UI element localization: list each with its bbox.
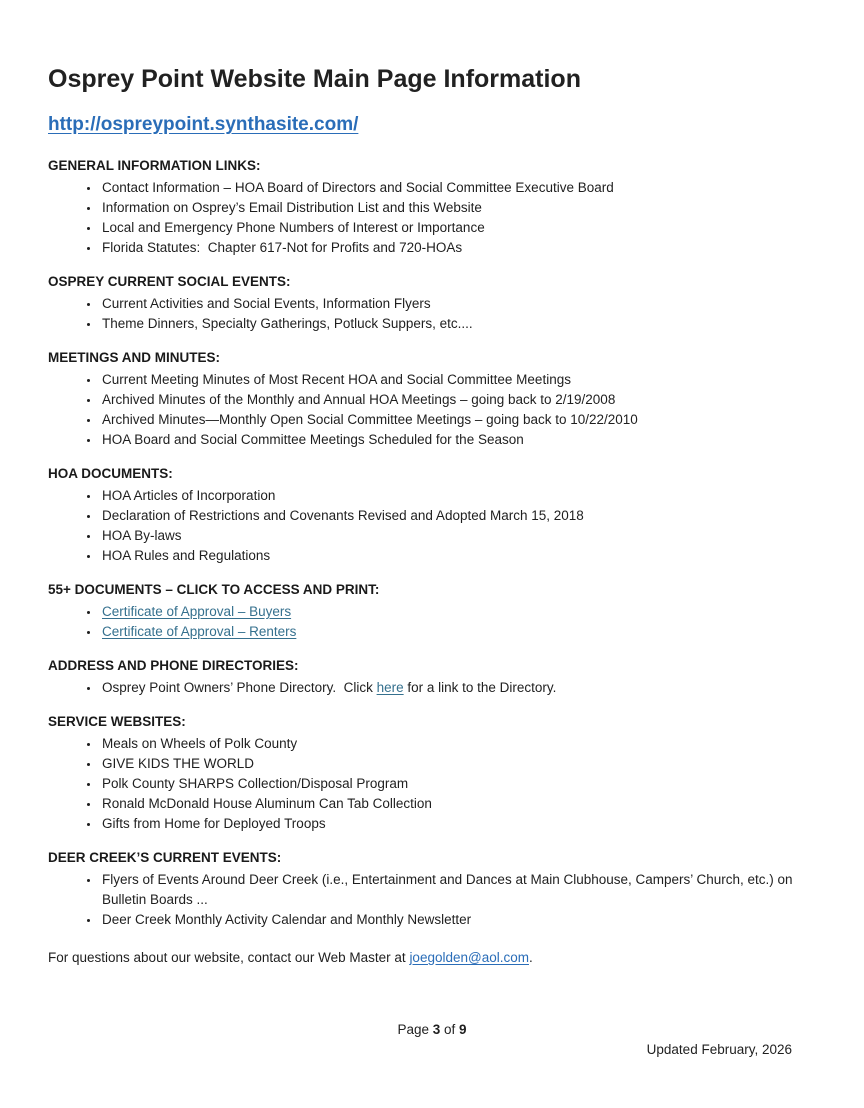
text-segment: HOA Articles of Incorporation xyxy=(102,488,276,503)
list-item xyxy=(100,486,818,506)
bullet-list-deer-creeks-current-events xyxy=(48,870,818,930)
bullet-list-55-plus-documents xyxy=(48,602,818,642)
text-segment: Current Activities and Social Events, Information Flyers xyxy=(102,296,431,311)
text-segment: HOA Board and Social Committee Meetings Scheduled for the Season xyxy=(102,432,524,447)
section-heading-deer-creeks-current-events: DEER CREEK’S CURRENT EVENTS: xyxy=(48,850,282,865)
inline-link[interactable]: Certificate of Approval – Buyers xyxy=(102,604,292,619)
text-segment: Archived Minutes of the Monthly and Annual HOA Meetings – going back to 2/19/2008 xyxy=(102,392,616,407)
page-number-prefix: Page xyxy=(397,1022,433,1037)
text-segment: Deer Creek Monthly Activity Calendar and Monthly Newsletter xyxy=(102,912,472,927)
list-item xyxy=(100,506,818,526)
list-item xyxy=(100,814,818,834)
list-item xyxy=(100,294,818,314)
contact-text-before: For questions about our website, contact our Web Master at xyxy=(48,950,410,965)
text-segment: Contact Information – HOA Board of Directors and Social Committee Executive Board xyxy=(102,180,614,195)
list-item xyxy=(100,238,818,258)
webmaster-email-link[interactable]: joegolden@aol.com xyxy=(409,950,529,965)
list-item xyxy=(100,622,818,642)
list-item xyxy=(100,794,818,814)
text-segment: Theme Dinners, Specialty Gatherings, Potluck Suppers, etc.... xyxy=(102,316,473,331)
text-segment: Osprey Point Owners’ Phone Directory. Click xyxy=(102,680,377,695)
list-item xyxy=(100,370,818,390)
list-item xyxy=(100,218,818,238)
list-item xyxy=(100,546,818,566)
inline-link[interactable]: here xyxy=(376,680,404,695)
page-title: Osprey Point Website Main Page Information xyxy=(48,65,581,93)
section-heading-address-and-phone-directories: ADDRESS AND PHONE DIRECTORIES: xyxy=(48,658,299,673)
list-item xyxy=(100,390,818,410)
bullet-list-address-and-phone-directories xyxy=(48,678,818,698)
list-item xyxy=(100,314,818,334)
contact-text-after: . xyxy=(528,950,533,965)
text-segment: Flyers of Events Around Deer Creek (i.e., Entertainment and Dances at Main Clubhouse, Campers’ Church, etc.) on Bulletin Boards ... xyxy=(102,872,797,907)
list-item xyxy=(100,870,818,910)
page-number-current: 3 xyxy=(432,1022,441,1037)
bullet-list-service-websites xyxy=(48,734,818,834)
section-heading-55-plus-documents: 55+ DOCUMENTS – CLICK TO ACCESS AND PRINT: xyxy=(48,582,380,597)
list-item xyxy=(100,526,818,546)
text-segment: HOA Rules and Regulations xyxy=(102,548,271,563)
list-item xyxy=(100,410,818,430)
list-item xyxy=(100,430,818,450)
text-segment: Florida Statutes: Chapter 617-Not for Profits and 720-HOAs xyxy=(102,240,463,255)
list-item xyxy=(100,734,818,754)
sections-container xyxy=(48,157,818,930)
page-number xyxy=(0,1022,864,1037)
list-item xyxy=(100,602,818,622)
list-item xyxy=(100,198,818,218)
inline-link[interactable]: Certificate of Approval – Renters xyxy=(102,624,297,639)
page-number-of: of xyxy=(440,1022,460,1037)
site-url-link[interactable]: http://ospreypoint.synthasite.com/ xyxy=(48,114,359,135)
list-item xyxy=(100,178,818,198)
section-heading-osprey-current-social-events: OSPREY CURRENT SOCIAL EVENTS: xyxy=(48,274,291,289)
section-heading-hoa-documents: HOA DOCUMENTS: xyxy=(48,466,173,481)
text-segment: Archived Minutes—Monthly Open Social Committee Meetings – going back to 10/22/2010 xyxy=(102,412,638,427)
text-segment: HOA By-laws xyxy=(102,528,182,543)
bullet-list-meetings-and-minutes xyxy=(48,370,818,450)
updated-note: Updated February, 2026 xyxy=(646,1042,792,1057)
text-segment: GIVE KIDS THE WORLD xyxy=(102,756,255,771)
bullet-list-general-information-links xyxy=(48,178,818,258)
text-segment: Information on Osprey’s Email Distribution List and this Website xyxy=(102,200,482,215)
text-segment: Declaration of Restrictions and Covenants Revised and Adopted March 15, 2018 xyxy=(102,508,584,523)
text-segment: for a link to the Directory. xyxy=(403,680,557,695)
list-item xyxy=(100,910,818,930)
list-item xyxy=(100,754,818,774)
page-number-total: 9 xyxy=(459,1022,467,1037)
section-heading-meetings-and-minutes: MEETINGS AND MINUTES: xyxy=(48,350,220,365)
text-segment: Current Meeting Minutes of Most Recent HOA and Social Committee Meetings xyxy=(102,372,571,387)
text-segment: Polk County SHARPS Collection/Disposal Program xyxy=(102,776,409,791)
bullet-list-osprey-current-social-events xyxy=(48,294,818,334)
webmaster-contact-line xyxy=(48,948,818,968)
list-item xyxy=(100,774,818,794)
section-heading-service-websites: SERVICE WEBSITES: xyxy=(48,714,186,729)
text-segment: Meals on Wheels of Polk County xyxy=(102,736,298,751)
text-segment: Local and Emergency Phone Numbers of Interest or Importance xyxy=(102,220,485,235)
text-segment: Gifts from Home for Deployed Troops xyxy=(102,816,326,831)
bullet-list-hoa-documents xyxy=(48,486,818,566)
text-segment: Ronald McDonald House Aluminum Can Tab Collection xyxy=(102,796,432,811)
section-heading-general-information-links: GENERAL INFORMATION LINKS: xyxy=(48,158,261,173)
list-item xyxy=(100,678,818,698)
